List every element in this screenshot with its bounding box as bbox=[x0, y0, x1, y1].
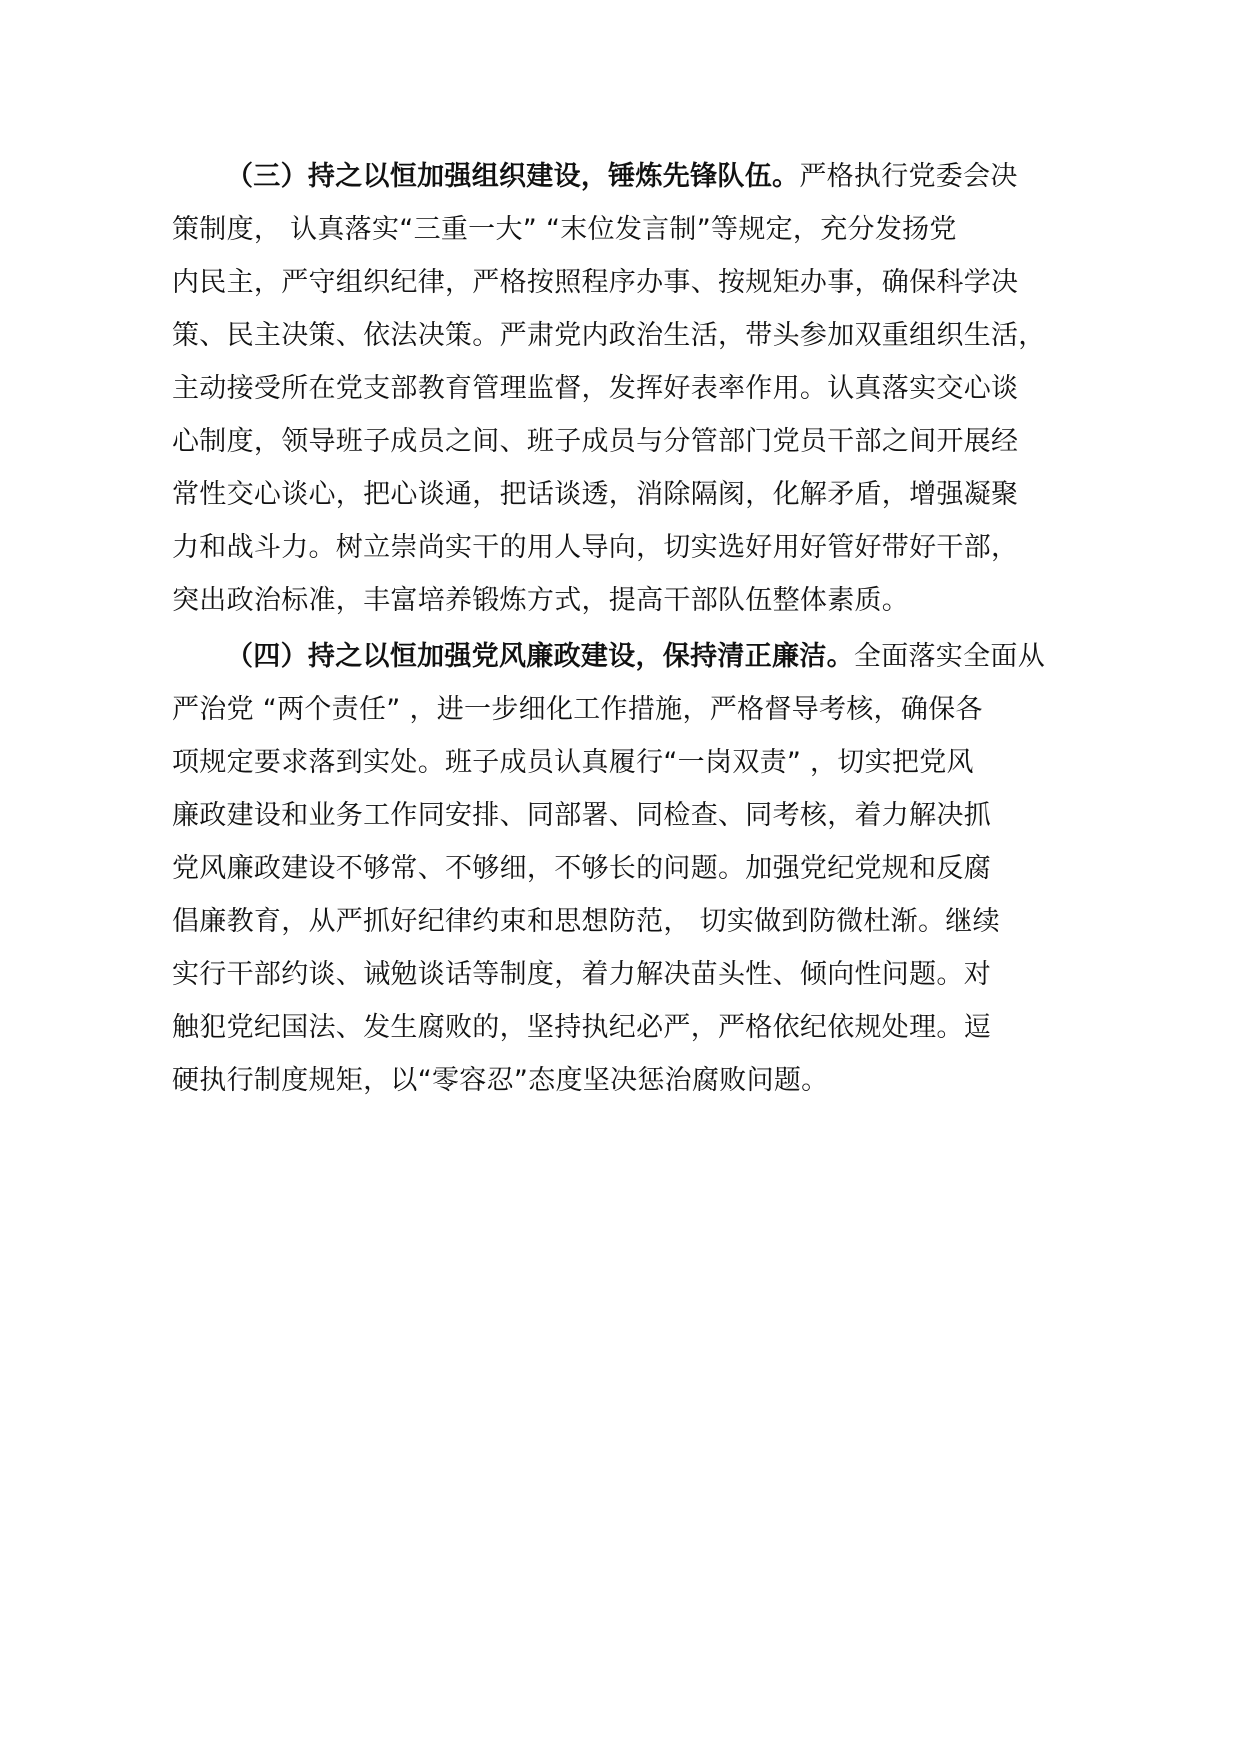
section-clean-governance bbox=[172, 630, 1082, 1107]
paragraph-line: 倡廉教育，从严抓好纪律约束和思想防范， 切实做到防微杜渐。继续 bbox=[172, 906, 1000, 937]
paragraph-line: 严治党 “两个责任” ，进一步细化工作措施，严格督导考核，确保各 bbox=[172, 694, 983, 725]
paragraph-line: 突出政治标准，丰富培养锻炼方式，提高干部队伍整体素质。 bbox=[172, 585, 910, 616]
paragraph-line: 常性交心谈心，把心谈通，把话谈透，消除隔阂，化解矛盾，增强凝聚 bbox=[172, 479, 1019, 510]
paragraph-line: 策制度， 认真落实“三重一大” “末位发言制”等规定，充分发扬党 bbox=[172, 214, 957, 245]
paragraph-line: 实行干部约谈、诫勉谈话等制度，着力解决苗头性、倾向性问题。对 bbox=[172, 959, 991, 990]
paragraph-line bbox=[172, 630, 1082, 683]
section-heading: （四）持之以恒加强党风廉政建设，保持清正廉洁。 bbox=[226, 641, 854, 672]
paragraph-line: 力和战斗力。树立崇尚实干的用人导向，切实选好用好管好带好干部， bbox=[172, 532, 1019, 563]
line-text: 全面落实全面从 bbox=[853, 641, 1046, 672]
paragraph-line: 内民主，严守组织纪律，严格按照程序办事、按规矩办事，确保科学决 bbox=[172, 267, 1019, 298]
paragraph-line: 硬执行制度规矩，以“零容忍”态度坚决惩治腐败问题。 bbox=[172, 1065, 829, 1096]
paragraph-line: 项规定要求落到实处。班子成员认真履行“一岗双责” ，切实把党风 bbox=[172, 747, 974, 778]
line-text: 严格执行党委会决 bbox=[799, 161, 1018, 192]
paragraph-line: 触犯党纪国法、发生腐败的，坚持执纪必严，严格依纪依规处理。逗 bbox=[172, 1012, 991, 1043]
paragraph-line bbox=[172, 150, 1082, 203]
paragraph-line: 主动接受所在党支部教育管理监督，发挥好表率作用。认真落实交心谈 bbox=[172, 373, 1019, 404]
paragraph-line: 策、民主决策、依法决策。严肃党内政治生活，带头参加双重组织生活， bbox=[172, 320, 1046, 351]
paragraph-line: 党风廉政建设不够常、不够细，不够长的问题。加强党纪党规和反腐 bbox=[172, 853, 991, 884]
paragraph-line: 廉政建设和业务工作同安排、同部署、同检查、同考核，着力解决抓 bbox=[172, 800, 991, 831]
paragraph-line: 心制度，领导班子成员之间、班子成员与分管部门党员干部之间开展经 bbox=[172, 426, 1019, 457]
section-organization-building bbox=[172, 150, 1082, 627]
section-heading: （三）持之以恒加强组织建设，锤炼先锋队伍。 bbox=[226, 161, 800, 192]
